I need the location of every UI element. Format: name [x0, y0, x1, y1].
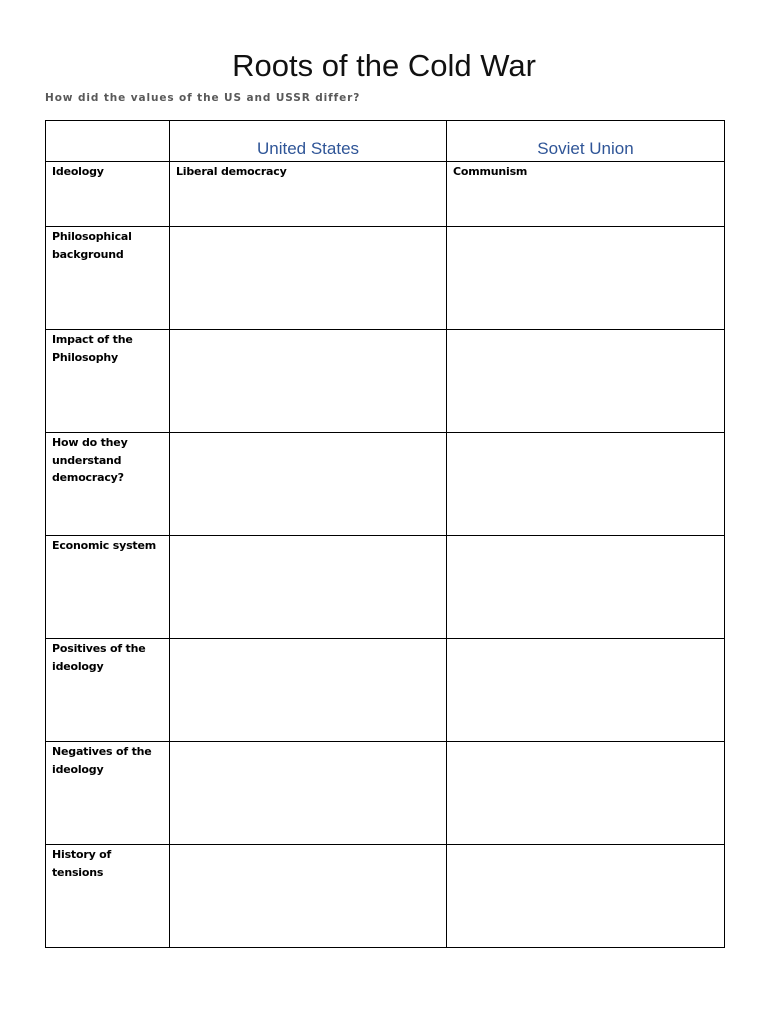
row-label-cell — [46, 227, 170, 330]
row-label-cell — [46, 639, 170, 742]
us-answer-cell[interactable] — [170, 330, 447, 433]
row-label: Philosophical background — [52, 230, 132, 261]
row-label-cell — [46, 536, 170, 639]
su-answer — [447, 742, 724, 743]
row-label: Economic system — [52, 539, 157, 552]
row-label: Negatives of the ideology — [52, 745, 152, 776]
row-label: History of tensions — [52, 848, 112, 879]
su-answer: Communism — [453, 165, 528, 178]
row-label: Ideology — [52, 165, 104, 178]
su-answer-cell[interactable] — [447, 536, 725, 639]
header-soviet-union: Soviet Union — [447, 121, 725, 162]
su-answer-cell[interactable] — [447, 639, 725, 742]
us-answer-cell[interactable] — [170, 227, 447, 330]
document-subtitle: How did the values of the US and USSR differ? — [45, 92, 361, 104]
table-row — [46, 742, 725, 845]
su-answer-cell[interactable] — [447, 433, 725, 536]
row-label-cell — [46, 162, 170, 227]
su-answer — [447, 227, 724, 228]
us-answer-cell[interactable] — [170, 433, 447, 536]
table-row — [46, 639, 725, 742]
su-answer-cell[interactable] — [447, 330, 725, 433]
table-row — [46, 845, 725, 948]
row-label: Positives of the ideology — [52, 642, 146, 673]
us-answer-cell[interactable] — [170, 845, 447, 948]
us-answer: Liberal democracy — [176, 165, 287, 178]
su-answer — [447, 433, 724, 434]
us-answer-cell[interactable] — [170, 742, 447, 845]
row-label-cell — [46, 330, 170, 433]
su-answer-cell[interactable] — [447, 742, 725, 845]
us-answer-cell[interactable] — [170, 639, 447, 742]
us-answer — [170, 845, 446, 846]
table-row — [46, 536, 725, 639]
row-label-cell — [46, 845, 170, 948]
row-label-cell — [46, 742, 170, 845]
row-label: Impact of the Philosophy — [52, 333, 133, 364]
su-answer — [447, 330, 724, 331]
us-answer — [170, 742, 446, 743]
us-answer — [170, 639, 446, 640]
table-row — [46, 433, 725, 536]
su-answer-cell[interactable] — [447, 845, 725, 948]
su-answer-cell[interactable] — [447, 227, 725, 330]
su-answer — [447, 845, 724, 846]
comparison-table — [45, 120, 725, 948]
header-blank-cell — [46, 121, 170, 162]
header-united-states: United States — [170, 121, 447, 162]
us-answer — [170, 227, 446, 228]
table-row — [46, 330, 725, 433]
us-answer — [170, 330, 446, 331]
table-header-row — [46, 121, 725, 162]
row-label-cell — [46, 433, 170, 536]
us-answer — [170, 536, 446, 537]
us-answer-cell[interactable] — [170, 536, 447, 639]
us-answer-cell[interactable] — [170, 162, 447, 227]
su-answer — [447, 536, 724, 537]
document-title: Roots of the Cold War — [232, 48, 536, 83]
us-answer — [170, 433, 446, 434]
table-row — [46, 162, 725, 227]
table-row — [46, 227, 725, 330]
row-label: How do they understand democracy? — [52, 436, 128, 484]
su-answer — [447, 639, 724, 640]
su-answer-cell[interactable] — [447, 162, 725, 227]
